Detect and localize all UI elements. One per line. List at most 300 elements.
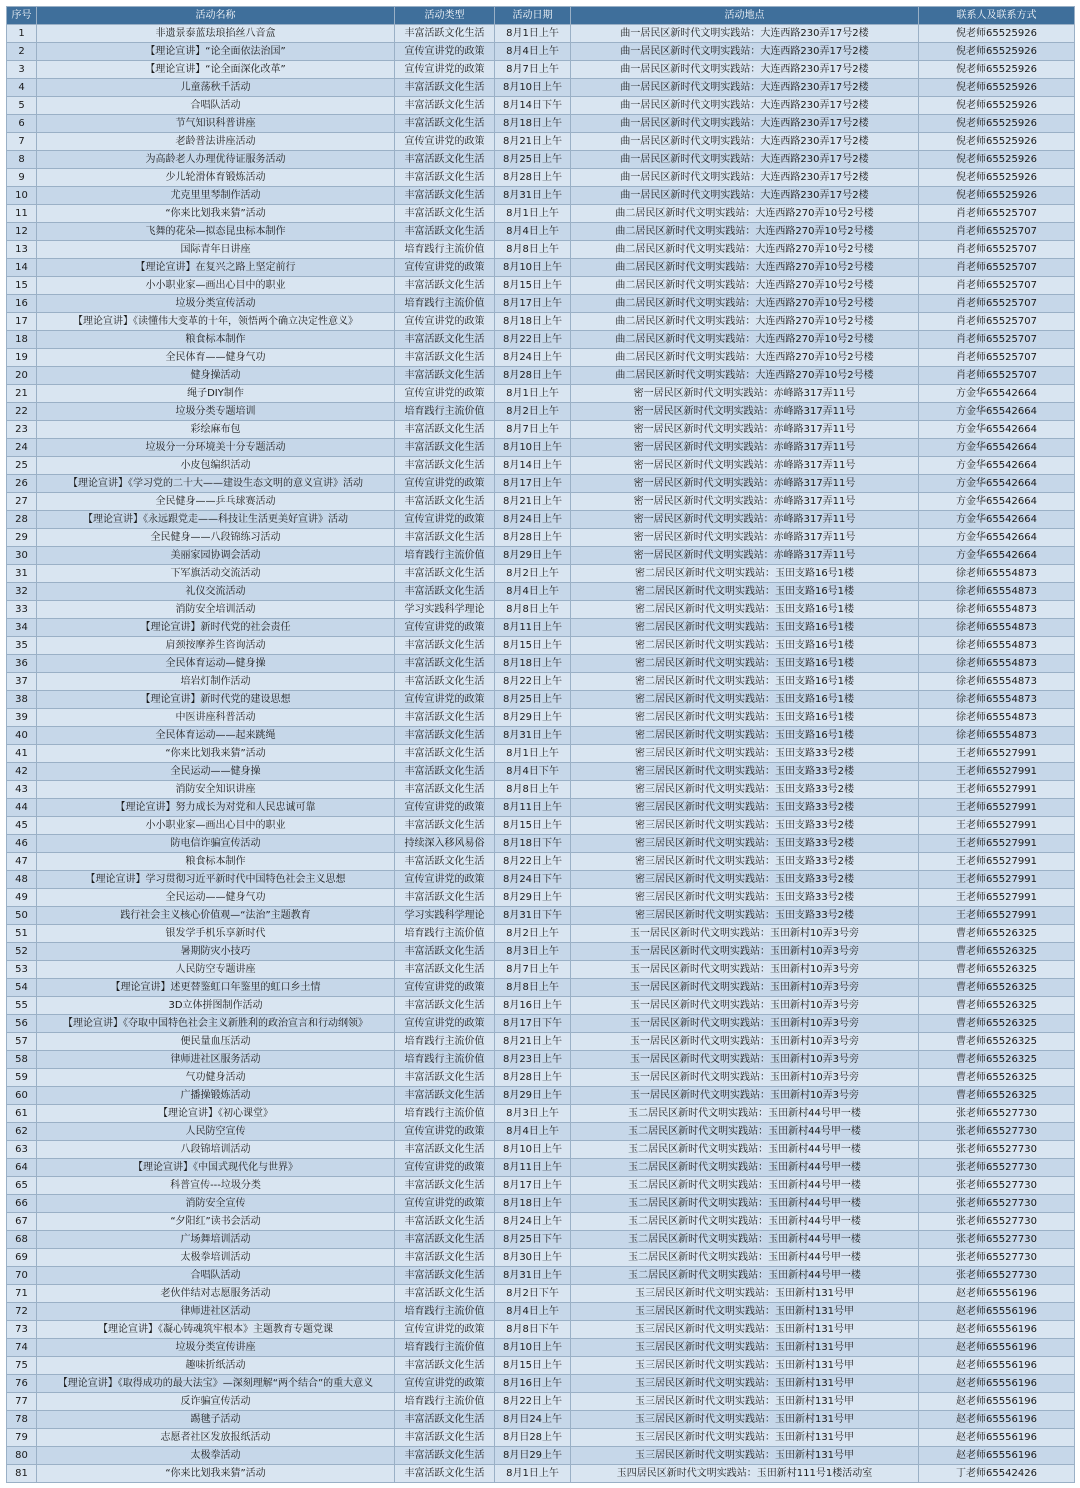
cell-activity-type: 培育践行主流价值: [395, 1033, 495, 1051]
cell-activity-date: 8月8日上午: [495, 601, 571, 619]
cell-activity-date: 8月28日上午: [495, 169, 571, 187]
cell-activity-type: 丰富活跃文化生活: [395, 205, 495, 223]
table-row: [7, 1249, 1075, 1267]
table-row: [7, 241, 1075, 259]
cell-activity-name: 【理论宣讲】“论全面深化改革”: [37, 61, 395, 79]
table-row: [7, 115, 1075, 133]
cell-activity-date: 8月24日下午: [495, 871, 571, 889]
table-row: [7, 727, 1075, 745]
cell-index: 2: [7, 43, 37, 61]
table-row: [7, 133, 1075, 151]
cell-activity-name: 培岩灯制作活动: [37, 673, 395, 691]
cell-activity-date: 8月10日上午: [495, 1339, 571, 1357]
cell-activity-type: 丰富活跃文化生活: [395, 727, 495, 745]
cell-activity-type: 宣传宣讲党的政策: [395, 475, 495, 493]
cell-contact: 肖老师65525707: [919, 367, 1075, 385]
cell-index: 37: [7, 673, 37, 691]
cell-index: 12: [7, 223, 37, 241]
cell-index: 59: [7, 1069, 37, 1087]
cell-activity-date: 8月18日下午: [495, 835, 571, 853]
cell-activity-type: 丰富活跃文化生活: [395, 439, 495, 457]
table-row: [7, 1267, 1075, 1285]
cell-index: 77: [7, 1393, 37, 1411]
cell-contact: 王老师65527991: [919, 835, 1075, 853]
header-activity-location: 活动地点: [571, 7, 919, 25]
cell-contact: 方金华65542664: [919, 475, 1075, 493]
table-row: [7, 1033, 1075, 1051]
table-row: [7, 1339, 1075, 1357]
cell-activity-date: 8月29日上午: [495, 1087, 571, 1105]
cell-activity-location: 曲二居民区新时代文明实践站：大连西路270弄10号2号楼: [571, 349, 919, 367]
cell-contact: 方金华65542664: [919, 439, 1075, 457]
cell-activity-date: 8月17日上午: [495, 1177, 571, 1195]
cell-activity-date: 8月15日上午: [495, 277, 571, 295]
cell-activity-type: 学习实践科学理论: [395, 907, 495, 925]
cell-activity-date: 8月18日上午: [495, 655, 571, 673]
cell-activity-date: 8月31日上午: [495, 187, 571, 205]
cell-activity-name: 礼仪交流活动: [37, 583, 395, 601]
table-row: [7, 745, 1075, 763]
cell-activity-date: 8月24日上午: [495, 1213, 571, 1231]
cell-activity-location: 玉三居民区新时代文明实践站：玉田新村131号甲: [571, 1303, 919, 1321]
table-row: [7, 709, 1075, 727]
table-row: [7, 691, 1075, 709]
cell-activity-date: 8月25日下午: [495, 1231, 571, 1249]
cell-index: 64: [7, 1159, 37, 1177]
cell-activity-type: 丰富活跃文化生活: [395, 889, 495, 907]
cell-activity-date: 8月4日上午: [495, 1303, 571, 1321]
cell-activity-name: 垃圾分类宣传活动: [37, 295, 395, 313]
cell-activity-location: 玉一居民区新时代文明实践站：玉田新村10弄3号旁: [571, 943, 919, 961]
cell-index: 67: [7, 1213, 37, 1231]
cell-activity-name: 防电信诈骗宣传活动: [37, 835, 395, 853]
cell-contact: 曹老师65526325: [919, 997, 1075, 1015]
cell-activity-date: 8月21日上午: [495, 133, 571, 151]
cell-activity-name: 全民运动——健身操: [37, 763, 395, 781]
cell-contact: 张老师65527730: [919, 1105, 1075, 1123]
cell-activity-date: 8月25日上午: [495, 151, 571, 169]
cell-activity-date: 8月7日上午: [495, 61, 571, 79]
cell-activity-date: 8月10日上午: [495, 1141, 571, 1159]
cell-activity-location: 密二居民区新时代文明实践站：玉田支路16号1楼: [571, 655, 919, 673]
cell-index: 56: [7, 1015, 37, 1033]
cell-activity-location: 曲二居民区新时代文明实践站：大连西路270弄10号2号楼: [571, 259, 919, 277]
cell-activity-type: 宣传宣讲党的政策: [395, 799, 495, 817]
cell-activity-name: 全民健身——八段锦练习活动: [37, 529, 395, 547]
cell-contact: 方金华65542664: [919, 493, 1075, 511]
cell-index: 10: [7, 187, 37, 205]
cell-activity-location: 密三居民区新时代文明实践站：玉田支路33号2楼: [571, 745, 919, 763]
cell-activity-location: 密二居民区新时代文明实践站：玉田支路16号1楼: [571, 583, 919, 601]
table-row: [7, 1321, 1075, 1339]
header-activity-date: 活动日期: [495, 7, 571, 25]
cell-activity-date: 8月4日下午: [495, 763, 571, 781]
cell-index: 4: [7, 79, 37, 97]
cell-contact: 张老师65527730: [919, 1123, 1075, 1141]
cell-contact: 王老师65527991: [919, 889, 1075, 907]
cell-activity-name: 【理论宣讲】在复兴之路上坚定前行: [37, 259, 395, 277]
cell-activity-date: 8月11日上午: [495, 799, 571, 817]
cell-index: 21: [7, 385, 37, 403]
cell-activity-date: 8月3日上午: [495, 943, 571, 961]
cell-activity-location: 玉一居民区新时代文明实践站：玉田新村10弄3号旁: [571, 925, 919, 943]
cell-index: 74: [7, 1339, 37, 1357]
cell-activity-type: 丰富活跃文化生活: [395, 1213, 495, 1231]
table-row: [7, 1285, 1075, 1303]
cell-activity-date: 8月28日上午: [495, 529, 571, 547]
cell-activity-name: 【理论宣讲】《读懂伟大变革的十年，领悟两个确立决定性意义》: [37, 313, 395, 331]
cell-index: 42: [7, 763, 37, 781]
cell-activity-name: 广场舞培训活动: [37, 1231, 395, 1249]
cell-activity-location: 曲一居民区新时代文明实践站：大连西路230弄17号2楼: [571, 169, 919, 187]
header-contact: 联系人及联系方式: [919, 7, 1075, 25]
table-row: [7, 1141, 1075, 1159]
cell-activity-name: 小皮包编织活动: [37, 457, 395, 475]
table-row: [7, 907, 1075, 925]
table-body: [7, 25, 1075, 1483]
cell-activity-type: 学习实践科学理论: [395, 601, 495, 619]
cell-index: 48: [7, 871, 37, 889]
cell-contact: 曹老师65526325: [919, 943, 1075, 961]
cell-activity-name: 非遗景泰蓝珐琅掐丝八音盒: [37, 25, 395, 43]
cell-activity-type: 丰富活跃文化生活: [395, 817, 495, 835]
cell-activity-name: 全民体育——健身气功: [37, 349, 395, 367]
cell-activity-name: 少儿轮滑体育锻炼活动: [37, 169, 395, 187]
cell-activity-location: 曲二居民区新时代文明实践站：大连西路270弄10号2号楼: [571, 313, 919, 331]
cell-activity-type: 宣传宣讲党的政策: [395, 871, 495, 889]
table-row: [7, 619, 1075, 637]
cell-activity-date: 8月4日上午: [495, 43, 571, 61]
cell-index: 11: [7, 205, 37, 223]
cell-activity-location: 曲二居民区新时代文明实践站：大连西路270弄10号2号楼: [571, 241, 919, 259]
cell-index: 44: [7, 799, 37, 817]
cell-activity-type: 丰富活跃文化生活: [395, 151, 495, 169]
cell-contact: 赵老师65556196: [919, 1339, 1075, 1357]
cell-activity-type: 丰富活跃文化生活: [395, 331, 495, 349]
cell-index: 45: [7, 817, 37, 835]
cell-activity-location: 密二居民区新时代文明实践站：玉田支路16号1楼: [571, 673, 919, 691]
cell-activity-location: 玉二居民区新时代文明实践站：玉田新村44号甲一楼: [571, 1123, 919, 1141]
cell-activity-date: 8月3日上午: [495, 1105, 571, 1123]
cell-activity-name: 垃圾分类宣传讲座: [37, 1339, 395, 1357]
cell-activity-date: 8月17日上午: [495, 475, 571, 493]
cell-activity-location: 玉三居民区新时代文明实践站：玉田新村131号甲: [571, 1339, 919, 1357]
cell-activity-date: 8月8日下午: [495, 1321, 571, 1339]
table-row: [7, 511, 1075, 529]
cell-activity-date: 8月17日上午: [495, 295, 571, 313]
cell-index: 16: [7, 295, 37, 313]
cell-activity-date: 8月日29上午: [495, 1447, 571, 1465]
cell-activity-location: 曲二居民区新时代文明实践站：大连西路270弄10号2号楼: [571, 223, 919, 241]
cell-activity-type: 丰富活跃文化生活: [395, 745, 495, 763]
cell-activity-type: 培育践行主流价值: [395, 1105, 495, 1123]
table-row: [7, 169, 1075, 187]
cell-activity-type: 丰富活跃文化生活: [395, 637, 495, 655]
cell-activity-type: 丰富活跃文化生活: [395, 1141, 495, 1159]
cell-index: 24: [7, 439, 37, 457]
cell-activity-name: 【理论宣讲】《学习党的二十大——建设生态文明的意义宣讲》活动: [37, 475, 395, 493]
cell-activity-location: 玉二居民区新时代文明实践站：玉田新村44号甲一楼: [571, 1105, 919, 1123]
cell-activity-name: 老龄普法讲座活动: [37, 133, 395, 151]
cell-contact: 赵老师65556196: [919, 1429, 1075, 1447]
cell-activity-type: 丰富活跃文化生活: [395, 853, 495, 871]
cell-contact: 张老师65527730: [919, 1213, 1075, 1231]
cell-contact: 张老师65527730: [919, 1159, 1075, 1177]
cell-activity-location: 密一居民区新时代文明实践站：赤峰路317弄11号: [571, 529, 919, 547]
cell-activity-name: 全民健身——乒乓球赛活动: [37, 493, 395, 511]
cell-contact: 肖老师65525707: [919, 241, 1075, 259]
cell-activity-name: 践行社会主义核心价值观—“法治”主题教育: [37, 907, 395, 925]
cell-activity-type: 丰富活跃文化生活: [395, 115, 495, 133]
cell-contact: 王老师65527991: [919, 763, 1075, 781]
table-row: [7, 367, 1075, 385]
cell-activity-type: 宣传宣讲党的政策: [395, 61, 495, 79]
table-row: [7, 781, 1075, 799]
cell-contact: 王老师65527991: [919, 799, 1075, 817]
cell-index: 18: [7, 331, 37, 349]
cell-activity-location: 玉三居民区新时代文明实践站：玉田新村131号甲: [571, 1321, 919, 1339]
cell-activity-name: 【理论宣讲】学习贯彻习近平新时代中国特色社会主义思想: [37, 871, 395, 889]
cell-activity-type: 培育践行主流价值: [395, 925, 495, 943]
cell-activity-type: 丰富活跃文化生活: [395, 655, 495, 673]
cell-activity-date: 8月11日上午: [495, 1159, 571, 1177]
cell-contact: 张老师65527730: [919, 1267, 1075, 1285]
cell-activity-location: 曲一居民区新时代文明实践站：大连西路230弄17号2楼: [571, 151, 919, 169]
header-activity-name: 活动名称: [37, 7, 395, 25]
cell-contact: 肖老师65525707: [919, 295, 1075, 313]
cell-index: 55: [7, 997, 37, 1015]
cell-activity-location: 玉三居民区新时代文明实践站：玉田新村131号甲: [571, 1285, 919, 1303]
cell-contact: 倪老师65525926: [919, 79, 1075, 97]
cell-index: 13: [7, 241, 37, 259]
cell-contact: 张老师65527730: [919, 1195, 1075, 1213]
cell-contact: 曹老师65526325: [919, 1069, 1075, 1087]
cell-activity-date: 8月28日上午: [495, 367, 571, 385]
table-row: [7, 421, 1075, 439]
cell-activity-location: 玉二居民区新时代文明实践站：玉田新村44号甲一楼: [571, 1249, 919, 1267]
table-row: [7, 1465, 1075, 1483]
table-row: [7, 583, 1075, 601]
cell-activity-type: 宣传宣讲党的政策: [395, 133, 495, 151]
cell-index: 43: [7, 781, 37, 799]
cell-activity-location: 曲一居民区新时代文明实践站：大连西路230弄17号2楼: [571, 115, 919, 133]
cell-activity-location: 密二居民区新时代文明实践站：玉田支路16号1楼: [571, 709, 919, 727]
cell-activity-date: 8月2日上午: [495, 925, 571, 943]
cell-contact: 张老师65527730: [919, 1249, 1075, 1267]
cell-activity-date: 8月31日上午: [495, 1267, 571, 1285]
cell-contact: 王老师65527991: [919, 871, 1075, 889]
cell-contact: 王老师65527991: [919, 853, 1075, 871]
cell-index: 30: [7, 547, 37, 565]
cell-contact: 方金华65542664: [919, 403, 1075, 421]
cell-activity-name: 彩绘麻布包: [37, 421, 395, 439]
cell-activity-date: 8月7日上午: [495, 421, 571, 439]
cell-activity-date: 8月29日上午: [495, 889, 571, 907]
cell-activity-name: 【理论宣讲】《凝心铸魂筑牢根本》主题教育专题党课: [37, 1321, 395, 1339]
cell-activity-name: 【理论宣讲】努力成长为对党和人民忠诚可靠: [37, 799, 395, 817]
cell-contact: 赵老师65556196: [919, 1375, 1075, 1393]
cell-contact: 赵老师65556196: [919, 1447, 1075, 1465]
cell-contact: 曹老师65526325: [919, 1015, 1075, 1033]
cell-activity-date: 8月1日上午: [495, 1465, 571, 1483]
cell-activity-location: 玉一居民区新时代文明实践站：玉田新村10弄3号旁: [571, 997, 919, 1015]
cell-contact: 王老师65527991: [919, 745, 1075, 763]
cell-activity-type: 培育践行主流价值: [395, 295, 495, 313]
cell-contact: 方金华65542664: [919, 457, 1075, 475]
cell-contact: 赵老师65556196: [919, 1285, 1075, 1303]
cell-activity-type: 丰富活跃文化生活: [395, 709, 495, 727]
cell-activity-type: 宣传宣讲党的政策: [395, 259, 495, 277]
cell-activity-date: 8月10日上午: [495, 259, 571, 277]
cell-index: 19: [7, 349, 37, 367]
cell-activity-location: 密二居民区新时代文明实践站：玉田支路16号1楼: [571, 727, 919, 745]
cell-index: 41: [7, 745, 37, 763]
table-row: [7, 1375, 1075, 1393]
cell-activity-type: 培育践行主流价值: [395, 1393, 495, 1411]
cell-index: 54: [7, 979, 37, 997]
table-row: [7, 529, 1075, 547]
cell-activity-type: 丰富活跃文化生活: [395, 1231, 495, 1249]
cell-activity-date: 8月15日上午: [495, 1357, 571, 1375]
cell-index: 73: [7, 1321, 37, 1339]
cell-contact: 倪老师65525926: [919, 43, 1075, 61]
cell-activity-name: 绳子DIY制作: [37, 385, 395, 403]
table-row: [7, 1411, 1075, 1429]
cell-activity-location: 密三居民区新时代文明实践站：玉田支路33号2楼: [571, 763, 919, 781]
cell-index: 62: [7, 1123, 37, 1141]
cell-index: 34: [7, 619, 37, 637]
cell-index: 27: [7, 493, 37, 511]
cell-activity-location: 曲一居民区新时代文明实践站：大连西路230弄17号2楼: [571, 43, 919, 61]
cell-index: 5: [7, 97, 37, 115]
cell-activity-name: 粮食标本制作: [37, 331, 395, 349]
table-row: [7, 439, 1075, 457]
cell-activity-type: 宣传宣讲党的政策: [395, 1159, 495, 1177]
cell-activity-name: 志愿者社区发放报纸活动: [37, 1429, 395, 1447]
table-row: [7, 475, 1075, 493]
cell-activity-name: 为高龄老人办理优待证服务活动: [37, 151, 395, 169]
cell-activity-type: 丰富活跃文化生活: [395, 187, 495, 205]
table-row: [7, 1051, 1075, 1069]
cell-activity-location: 曲一居民区新时代文明实践站：大连西路230弄17号2楼: [571, 187, 919, 205]
cell-contact: 徐老师65554873: [919, 565, 1075, 583]
cell-contact: 王老师65527991: [919, 781, 1075, 799]
cell-activity-name: 健身操活动: [37, 367, 395, 385]
cell-activity-name: 3D立体拼图制作活动: [37, 997, 395, 1015]
cell-contact: 王老师65527991: [919, 907, 1075, 925]
cell-contact: 徐老师65554873: [919, 637, 1075, 655]
table-row: [7, 223, 1075, 241]
cell-contact: 倪老师65525926: [919, 61, 1075, 79]
cell-activity-location: 密一居民区新时代文明实践站：赤峰路317弄11号: [571, 493, 919, 511]
cell-index: 80: [7, 1447, 37, 1465]
cell-activity-location: 密一居民区新时代文明实践站：赤峰路317弄11号: [571, 457, 919, 475]
cell-activity-type: 丰富活跃文化生活: [395, 1465, 495, 1483]
cell-activity-location: 曲二居民区新时代文明实践站：大连西路270弄10号2号楼: [571, 277, 919, 295]
cell-contact: 赵老师65556196: [919, 1303, 1075, 1321]
cell-contact: 方金华65542664: [919, 529, 1075, 547]
cell-index: 50: [7, 907, 37, 925]
cell-activity-location: 曲二居民区新时代文明实践站：大连西路270弄10号2号楼: [571, 367, 919, 385]
table-row: [7, 655, 1075, 673]
cell-activity-location: 密三居民区新时代文明实践站：玉田支路33号2楼: [571, 853, 919, 871]
cell-activity-type: 丰富活跃文化生活: [395, 961, 495, 979]
cell-activity-location: 密二居民区新时代文明实践站：玉田支路16号1楼: [571, 691, 919, 709]
cell-index: 58: [7, 1051, 37, 1069]
cell-contact: 赵老师65556196: [919, 1393, 1075, 1411]
cell-index: 70: [7, 1267, 37, 1285]
cell-activity-type: 丰富活跃文化生活: [395, 943, 495, 961]
cell-activity-location: 密一居民区新时代文明实践站：赤峰路317弄11号: [571, 421, 919, 439]
cell-index: 26: [7, 475, 37, 493]
cell-activity-name: 消防安全宣传: [37, 1195, 395, 1213]
cell-activity-location: 密一居民区新时代文明实践站：赤峰路317弄11号: [571, 403, 919, 421]
cell-activity-type: 宣传宣讲党的政策: [395, 619, 495, 637]
cell-index: 53: [7, 961, 37, 979]
cell-activity-type: 丰富活跃文化生活: [395, 349, 495, 367]
cell-activity-name: 太极拳培训活动: [37, 1249, 395, 1267]
cell-index: 66: [7, 1195, 37, 1213]
cell-activity-date: 8月18日上午: [495, 115, 571, 133]
table-row: [7, 1429, 1075, 1447]
cell-contact: 张老师65527730: [919, 1141, 1075, 1159]
cell-contact: 倪老师65525926: [919, 151, 1075, 169]
cell-activity-name: 【理论宣讲】《中国式现代化与世界》: [37, 1159, 395, 1177]
cell-activity-date: 8月1日上午: [495, 25, 571, 43]
cell-activity-name: 【理论宣讲】《夺取中国特色社会主义新胜利的政治宣言和行动纲领》: [37, 1015, 395, 1033]
cell-index: 65: [7, 1177, 37, 1195]
table-row: [7, 565, 1075, 583]
cell-index: 15: [7, 277, 37, 295]
cell-activity-name: 垃圾分类专题培训: [37, 403, 395, 421]
cell-activity-type: 丰富活跃文化生活: [395, 763, 495, 781]
activity-table: [6, 6, 1075, 1483]
cell-activity-location: 玉一居民区新时代文明实践站：玉田新村10弄3号旁: [571, 1051, 919, 1069]
table-row: [7, 961, 1075, 979]
cell-activity-location: 玉二居民区新时代文明实践站：玉田新村44号甲一楼: [571, 1195, 919, 1213]
cell-activity-date: 8月22日上午: [495, 331, 571, 349]
cell-activity-location: 曲一居民区新时代文明实践站：大连西路230弄17号2楼: [571, 61, 919, 79]
cell-activity-location: 玉三居民区新时代文明实践站：玉田新村131号甲: [571, 1447, 919, 1465]
cell-contact: 曹老师65526325: [919, 1033, 1075, 1051]
header-activity-type: 活动类型: [395, 7, 495, 25]
cell-activity-name: 【理论宣讲】《初心课堂》: [37, 1105, 395, 1123]
cell-index: 49: [7, 889, 37, 907]
table-row: [7, 601, 1075, 619]
table-row: [7, 43, 1075, 61]
cell-activity-location: 玉一居民区新时代文明实践站：玉田新村10弄3号旁: [571, 1015, 919, 1033]
cell-index: 78: [7, 1411, 37, 1429]
cell-activity-date: 8月29日上午: [495, 709, 571, 727]
cell-activity-location: 玉一居民区新时代文明实践站：玉田新村10弄3号旁: [571, 1087, 919, 1105]
cell-contact: 曹老师65526325: [919, 961, 1075, 979]
cell-activity-date: 8月2日上午: [495, 403, 571, 421]
cell-activity-type: 丰富活跃文化生活: [395, 223, 495, 241]
cell-contact: 徐老师65554873: [919, 709, 1075, 727]
table-row: [7, 889, 1075, 907]
cell-activity-location: 玉二居民区新时代文明实践站：玉田新村44号甲一楼: [571, 1159, 919, 1177]
cell-index: 38: [7, 691, 37, 709]
table-row: [7, 1123, 1075, 1141]
cell-activity-type: 丰富活跃文化生活: [395, 457, 495, 475]
cell-activity-date: 8月22日上午: [495, 1393, 571, 1411]
cell-activity-name: 小小职业家—画出心目中的职业: [37, 817, 395, 835]
cell-activity-date: 8月16日上午: [495, 997, 571, 1015]
cell-activity-name: 老伙伴结对志愿服务活动: [37, 1285, 395, 1303]
table-row: [7, 997, 1075, 1015]
activity-schedule-sheet: [6, 6, 1074, 1483]
cell-activity-name: “你来比划我来猜”活动: [37, 745, 395, 763]
